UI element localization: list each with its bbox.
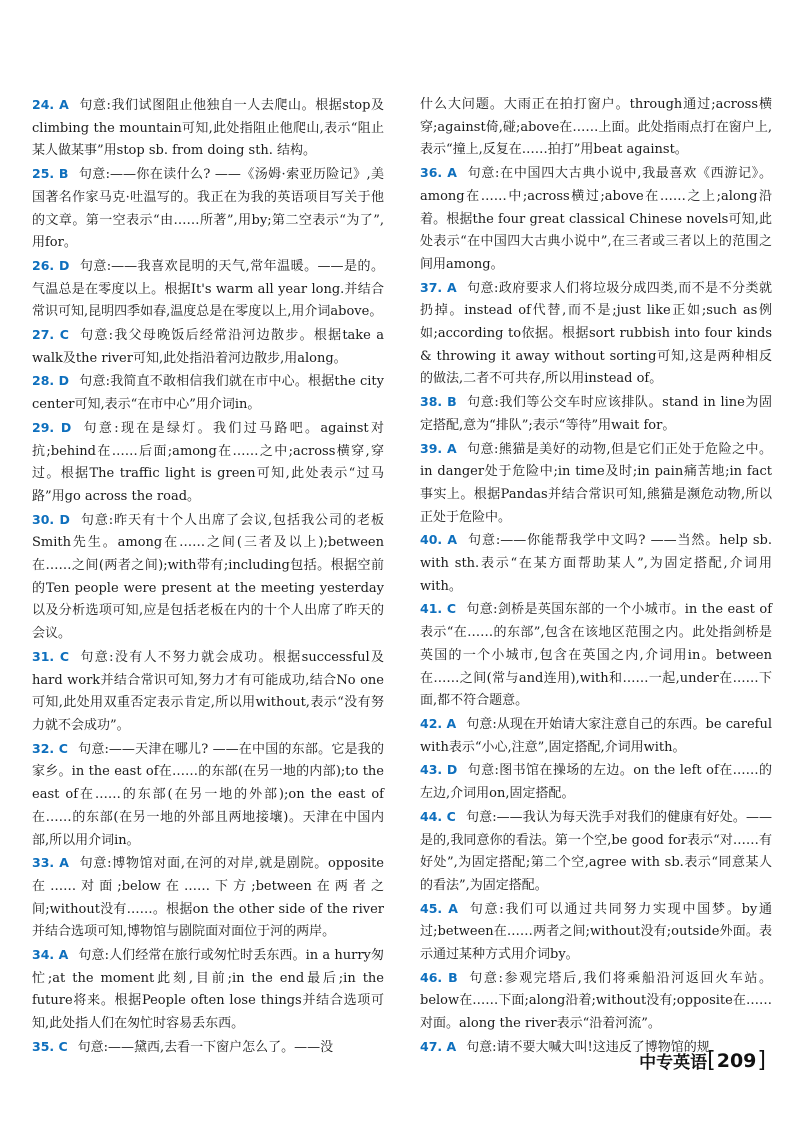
- answer-explanation: 句意:昨天有十个人出席了会议,包括我公司的老板Smith先生。among在……之间(三者及以上);between在……之间(两者之间);with带有;including包括。根据空前的Ten people were present at the meeting yesterday以及分析选项可知,应是包括老板在内的十个人出席了昨天的会议。: [32, 512, 384, 642]
- answer-entry: [32, 944, 384, 1036]
- answer-explanation: 句意:图书馆在操场的左边。on the left of在……的左边,介词用on,固定搭配。: [420, 763, 773, 802]
- answer-number: 29. D: [32, 419, 72, 435]
- answer-number: 33. A: [32, 855, 69, 871]
- answer-entry: [420, 898, 772, 967]
- answer-entry: [420, 713, 772, 759]
- answer-number: 46. B: [420, 969, 458, 985]
- answer-entry: [32, 324, 384, 370]
- answer-number: 26. D: [32, 257, 70, 273]
- answer-number: 34. A: [32, 947, 69, 963]
- answer-explanation: 句意:——你在读什么? ——《汤姆·索亚历险记》,美国著名作家马克·吐温写的。我正在为我的英语项目写关于他的文章。第一空表示“由……所著”,用by;第二空表示“为了”,用for。: [32, 167, 385, 251]
- answer-number: 32. C: [32, 740, 68, 756]
- answer-number: 31. C: [32, 648, 70, 664]
- answer-number: 24. A: [32, 97, 69, 112]
- answer-explanation: 句意:我们试图阻止他独自一人去爬山。根据stop及climbing the mountain可知,此处指阻止他爬山,表示“阻止某人做某事”用stop sb. from doing sth. 结构。: [32, 98, 384, 159]
- answer-number: 42. A: [420, 715, 457, 731]
- answer-entry: [32, 1036, 384, 1060]
- answer-explanation: 句意:熊猫是美好的动物,但是它们正处于危险之中。in danger处于危险中;in time及时;in pain痛苦地;in fact事实上。根据Pandas并结合常识可知,熊猫是濒危动物,所以正处于危险中。: [420, 441, 772, 525]
- answer-entry: [32, 852, 384, 944]
- answer-number: 47. A: [420, 1038, 457, 1054]
- answer-entry: [32, 370, 384, 416]
- answer-number: 36. A: [420, 165, 457, 181]
- answer-entry: [420, 94, 772, 162]
- answer-number: 27. C: [32, 327, 69, 343]
- page-number: 209: [716, 1049, 757, 1072]
- answer-entry: [420, 162, 772, 277]
- answer-explanation: 句意:博物馆对面,在河的对岸,就是剧院。opposite在……对面;below在……下方;between在两者之间;without没有……。根据on the other side of the river并结合选项可知,博物馆与剧院面对面位于河的两岸。: [32, 856, 384, 940]
- answer-number: 37. A: [420, 279, 457, 295]
- left-column: [32, 94, 384, 1060]
- answer-number: 30. D: [32, 511, 70, 527]
- page-footer: [639, 1048, 766, 1073]
- answer-entry: [420, 529, 772, 598]
- answer-entry: [420, 277, 772, 392]
- answer-entry: [420, 598, 772, 713]
- answer-explanation: 句意:我父母晚饭后经常沿河边散步。根据take a walk及the river可知,此处指沿着河边散步,用along。: [32, 328, 384, 366]
- answer-number: 40. A: [420, 532, 458, 548]
- answer-number: 28. D: [32, 373, 70, 389]
- answer-entry: [420, 759, 772, 805]
- answer-entry: [32, 417, 384, 509]
- answer-entry: [32, 255, 384, 324]
- book-title: 中专英语: [639, 1053, 708, 1073]
- answer-explanation: 句意:剑桥是英国东部的一个小城市。in the east of表示“在……的东部”,包含在该地区范围之内。此处指剑桥是英国的一个小城市,包含在英国之内,介词用in。between在……之间(常与and连用),with和……一起,under在……下面,都不符合题意。: [420, 602, 773, 709]
- answer-entry: [420, 438, 772, 530]
- answer-number: 45. A: [420, 900, 458, 916]
- answer-number: 35. C: [32, 1038, 68, 1054]
- answer-entry: [420, 391, 772, 437]
- answer-number: 43. D: [420, 762, 458, 778]
- answer-entry: [32, 94, 384, 163]
- answer-entry: [32, 738, 384, 853]
- answer-explanation: 句意:——天津在哪儿? ——在中国的东部。它是我的家乡。in the east of在……的东部(在另一地的内部);to the east of在……的东部(在另一地的外部);on the east of在……的东部(在另一地的外部且两地接壤)。天津在中国内部,所以用介词in。: [32, 741, 384, 848]
- answer-entry: [420, 967, 772, 1036]
- answer-explanation: 句意:——你能帮我学中文吗? ——当然。help sb. with sth.表示“在某方面帮助某人”,为固定搭配,介词用with。: [420, 533, 772, 594]
- answer-explanation: 句意:——我喜欢昆明的天气,常年温暖。——是的。气温总是在零度以上。根据It's warm all year long.并结合常识可知,昆明四季如春,温度总是在零度以上,用介词above。: [32, 258, 384, 320]
- answer-number: 41. C: [420, 601, 457, 617]
- answer-entry: [32, 509, 384, 646]
- answer-entry: [32, 646, 384, 738]
- answer-explanation: 句意:从现在开始请大家注意自己的东西。be careful with表示“小心,注意”,固定搭配,介词用with。: [420, 716, 772, 755]
- page-bracket-open: [: [707, 1047, 716, 1073]
- answer-explanation: 句意:我们等公交车时应该排队。stand in line为固定搭配,意为“排队”;表示“等待”用wait for。: [420, 395, 772, 433]
- answer-explanation: 句意:请不要大喊大叫!这违反了博物馆的规: [466, 1039, 710, 1055]
- answer-entry: [420, 806, 772, 898]
- right-column: [420, 94, 772, 1060]
- answer-explanation: 句意:没有人不努力就会成功。根据successful及hard work并结合常识可知,努力才有可能成功,结合No one可知,此处用双重否定表示肯定,所以用without,表示“没有努力就不会成功”。: [32, 649, 384, 733]
- answer-number: 44. C: [420, 808, 456, 824]
- answer-number: 39. A: [420, 440, 457, 456]
- answer-explanation: 句意:我简直不敢相信我们就在市中心。根据the city center可知,表示“在市中心”用介词in。: [32, 374, 384, 413]
- answer-explanation: 句意:人们经常在旅行或匆忙时丢东西。in a hurry匆忙;at the moment此刻,目前;in the end最后;in the future将来。根据People often lose things并结合选项可知,此处指人们在匆忙时容易丢东西。: [32, 948, 384, 1032]
- answer-explanation: 句意:——黛西,去看一下窗户怎么了。——没: [77, 1039, 334, 1055]
- answer-explanation: 句意:现在是绿灯。我们过马路吧。against对抗;behind在……后面;among在……之中;across横穿,穿过。根据The traffic light is green可知,此处表示“过马路”用go across the road。: [32, 420, 384, 504]
- answer-explanation: 句意:政府要求人们将垃圾分成四类,而不是不分类就扔掉。instead of代替,而不是;just like正如;such as例如;according to依据。根据sort rubbish into four kinds & throwing it away without sorting可知,这是两种相反的做法,二者不可共存,所以用instead of。: [420, 280, 772, 387]
- answer-number: 38. B: [420, 394, 457, 410]
- answer-explanation: 句意:我们可以通过共同努力实现中国梦。by通过;between在……两者之间;without没有;outside外面。表示通过某种方式用介词by。: [420, 901, 773, 963]
- answer-entry: [32, 163, 384, 255]
- answer-explanation: 句意:——我认为每天洗手对我们的健康有好处。——是的,我同意你的看法。第一个空,be good for表示“对……有好处”,为固定搭配;第二个空,agree with sb.表示“同意某人的看法”,为固定搭配。: [420, 809, 772, 893]
- answer-number: 25. B: [32, 166, 69, 182]
- answer-explanation: 什么大问题。大雨正在拍打窗户。through通过;across横穿;against倚,碰;above在……上面。此处指雨点打在窗户上,表示“撞上,反复在……拍打”用beat against。: [420, 97, 772, 158]
- answer-explanation: 句意:在中国四大古典小说中,我最喜欢《西游记》。among在……中;across横过;above在……之上;along沿着。根据the four great classical Chinese novels可知,此处表示“在中国四大古典小说中”,在三者或三者以上的范围之间用among。: [420, 166, 773, 272]
- answer-explanation: 句意:参观完塔后,我们将乘船沿河返回火车站。below在……下面;along沿着;without没有;opposite在……对面。along the river表示“沿着河流”。: [420, 970, 772, 1032]
- page-bracket-close: ]: [757, 1047, 766, 1073]
